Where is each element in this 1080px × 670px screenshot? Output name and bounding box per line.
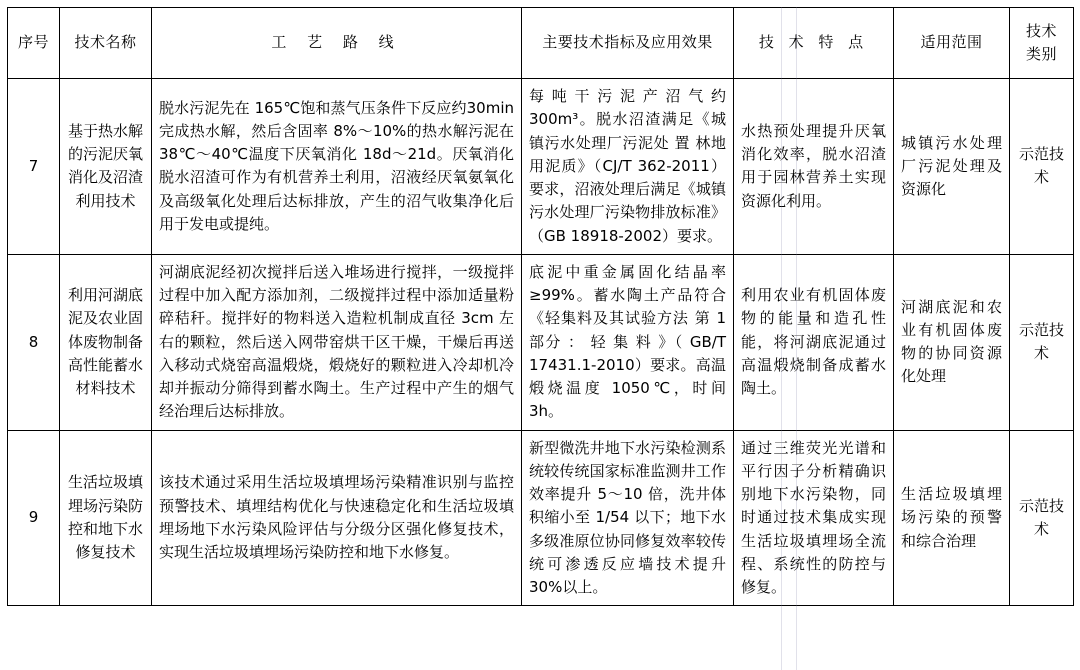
row-type: 示范技术: [1010, 430, 1074, 606]
column-header-type-line1: 技术: [1025, 21, 1057, 40]
row-no: 8: [8, 254, 60, 430]
table-row: [8, 254, 1074, 430]
row-technology-name: 基于热水解的污泥厌氧消化及沼渣利用技术: [60, 79, 152, 255]
column-header-process-route: 工 艺 路 线: [152, 8, 522, 79]
table-header-row: [8, 8, 1074, 79]
row-scope: 河湖底泥和农业有机固体废物的协同资源化处理: [894, 254, 1010, 430]
row-process-route: 脱水污泥先在 165℃饱和蒸气压条件下反应约30min 完成热水解，然后含固率 8%～10%的热水解污泥在 38℃～40℃温度下厌氧消化 18d～21d。厌氧消化脱水沼渣可作为有机营养土利用，沼液经厌氧氨氧化及高级氧化处理后达标排放，产生的沼气收集净化后用于发电或提纯。: [152, 79, 522, 255]
row-indicators: 每吨干污泥产沼气约 300m³。脱水沼渣满足《城镇污水处理厂污泥处 置 林地用泥质》（CJ/T 362-2011）要求，沼液处理后满足《城镇污水处理厂污染物排放标准》（GB 18918-2002）要求。: [522, 79, 734, 255]
row-process-route: 河湖底泥经初次搅拌后送入堆场进行搅拌，一级搅拌过程中加入配方添加剂，二级搅拌过程中添加适量粉碎秸秆。搅拌好的物料送入造粒机制成直径 3cm 左右的颗粒，然后送入网带窑烘干区干燥，干燥后再送入移动式烧窑高温煅烧，煅烧好的颗粒进入冷却机冷却并振动分筛得到蓄水陶土。生产过程中产生的烟气经治理后达标排放。: [152, 254, 522, 430]
row-type: 示范技术: [1010, 79, 1074, 255]
row-technology-name: 生活垃圾填埋场污染防控和地下水修复技术: [60, 430, 152, 606]
row-features: 通过三维荧光光谱和平行因子分析精确识别地下水污染物，同时通过技术集成实现生活垃圾填埋场全流程、系统性的防控与修复。: [734, 430, 894, 606]
row-scope: 城镇污水处理厂污泥处理及资源化: [894, 79, 1010, 255]
column-header-no: 序号: [8, 8, 60, 79]
row-features: 水热预处理提升厌氧消化效率，脱水沼渣用于园林营养土实现资源化利用。: [734, 79, 894, 255]
row-no: 9: [8, 430, 60, 606]
technology-catalog-table: [7, 7, 1074, 606]
document-page: [0, 7, 1080, 670]
row-process-route: 该技术通过采用生活垃圾填埋场污染精准识别与监控预警技术、填埋结构优化与快速稳定化和生活垃圾填埋场地下水污染风险评估与分级分区强化修复技术，实现生活垃圾填埋场污染防控和地下水修复。: [152, 430, 522, 606]
row-indicators: 新型微洗井地下水污染检测系统较传统国家标准监测井工作效率提升 5～10 倍，洗井体积缩小至 1/54 以下；地下水多级准原位协同修复效率较传统可渗透反应墙技术提升 30%以上。: [522, 430, 734, 606]
column-header-indicators: 主要技术指标及应用效果: [522, 8, 734, 79]
row-technology-name: 利用河湖底泥及农业固体废物制备高性能蓄水材料技术: [60, 254, 152, 430]
column-header-type-line2: 类别: [1025, 45, 1057, 63]
row-scope: 生活垃圾填埋场污染的预警和综合治理: [894, 430, 1010, 606]
table-header: [8, 8, 1074, 79]
column-header-scope: 适用范围: [894, 8, 1010, 79]
row-indicators: 底泥中重金属固化结晶率≥99%。蓄水陶土产品符合《轻集料及其试验方法 第 1 部分 ： 轻 集 料 》（ GB/T 17431.1-2010）要求。高温煅烧温度 1050℃，时间 3h。: [522, 254, 734, 430]
row-features: 利用农业有机固体废物的能量和造孔性能，将河湖底泥通过高温煅烧制备成蓄水陶土。: [734, 254, 894, 430]
table-row: [8, 79, 1074, 255]
column-header-features: 技 术 特 点: [734, 8, 894, 79]
table-body: [8, 79, 1074, 606]
row-no: 7: [8, 79, 60, 255]
row-type: 示范技术: [1010, 254, 1074, 430]
column-header-type: [1010, 8, 1074, 79]
column-header-name: 技术名称: [60, 8, 152, 79]
table-row: [8, 430, 1074, 606]
